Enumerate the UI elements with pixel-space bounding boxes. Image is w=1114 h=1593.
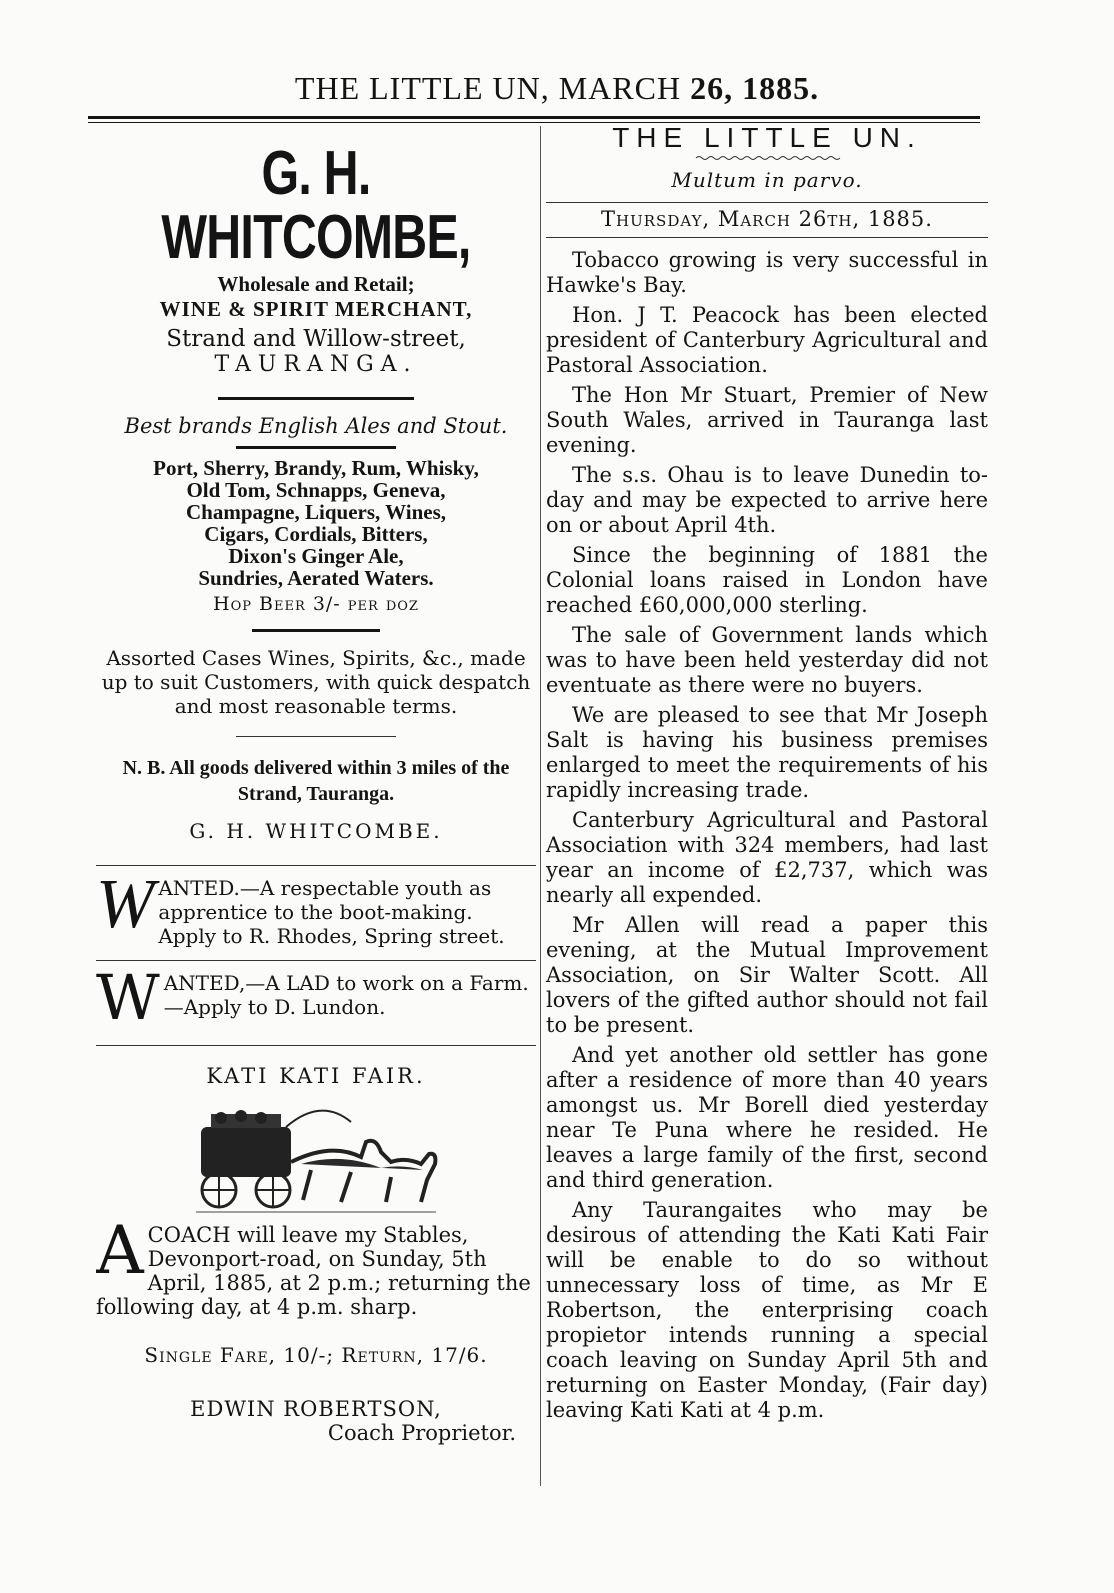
header-year: 1885. [742, 70, 820, 106]
column-divider [540, 126, 541, 1486]
whitcombe-line2: WINE & SPIRIT MERCHANT, [159, 297, 473, 321]
news-item: The s.s. Ohau is to leave Dunedin to-day and may be expected to arrive here on or about April 4th. [546, 463, 988, 537]
divider [546, 237, 988, 238]
divider [96, 960, 536, 961]
news-item: Since the beginning of 1881 the Colonial loans raised in London have reached £60,000,000 sterling. [546, 543, 988, 617]
masthead-ornament [546, 154, 988, 162]
masthead-title: THE LITTLE UN. [612, 122, 922, 153]
wanted-lad-ad [96, 971, 536, 1025]
news-item: The Hon Mr Stuart, Premier of New South Wales, arrived in Tauranga last evening. [546, 383, 988, 457]
hop-beer-price: Hop Beer 3/- per doz [213, 593, 419, 615]
drop-initial: W [96, 971, 160, 1025]
signer-title: Coach Proprietor. [327, 1421, 516, 1445]
kati-kati-body: COACH will leave my Stables, Devonport-road, on Sunday, 5th April, 1885, at 2 p.m.; returning the following day, at 4 p.m. sharp. [96, 1223, 531, 1319]
header-day: 26, [690, 70, 734, 106]
delivery-notice: N. B. All goods delivered within 3 miles of the Strand, Tauranga. [122, 757, 510, 805]
news-items [546, 248, 988, 1423]
news-item: We are pleased to see that Mr Joseph Salt is having his business premises enlarged to meet the requirements of his rapidly increasing trade. [546, 703, 988, 802]
left-column [96, 130, 536, 1445]
whitcombe-line4: TAURANGA. [214, 352, 418, 377]
brands-line: Best brands English Ales and Stout. [124, 414, 508, 438]
page-header [0, 70, 1114, 107]
ornate-initial: W [96, 876, 155, 943]
whitcombe-line3: Strand and Willow-street, [166, 326, 466, 352]
whitcombe-line1: Wholesale and Retail; [217, 272, 415, 296]
right-column [546, 122, 988, 1423]
news-item: Mr Allen will read a paper this evening, at the Mutual Improvement Association, on Sir Walter Scott. All lovers of the gifted author should not fail to be present. [546, 913, 988, 1037]
kati-kati-advertisement [96, 1064, 536, 1445]
signer-name: EDWIN ROBERTSON, [190, 1397, 442, 1421]
header-title: THE LITTLE UN, MARCH [294, 70, 682, 106]
news-item: And yet another old settler has gone after a residence of more than 40 years amongst us. Mr Borell died yesterday near Te Puna where he resided. He leaves a large family of the first, second and third generation. [546, 1043, 988, 1192]
fare-line: Single Fare, 10/-; Return, 17/6. [144, 1343, 488, 1367]
whitcombe-advertisement [96, 139, 536, 843]
whitcombe-signature: G. H. WHITCOMBE. [189, 819, 443, 843]
wanted-apprentice-ad [96, 876, 536, 948]
divider [252, 629, 380, 632]
goods-line: Sundries, Aerated Waters. [198, 566, 434, 590]
news-item: The sale of Government lands which was to have been held yesterday did not eventuate as there were no buyers. [546, 623, 988, 697]
divider [218, 397, 414, 400]
news-item: Hon. J T. Peacock has been elected president of Canterbury Agricultural and Pastoral Association. [546, 303, 988, 377]
goods-line: Old Tom, Schnapps, Geneva, [186, 478, 446, 502]
goods-list [96, 457, 536, 589]
drop-initial: A [96, 1223, 144, 1289]
kati-kati-notice [96, 1223, 536, 1319]
divider [96, 1045, 536, 1046]
coach-and-horses-illustration [191, 1102, 441, 1217]
goods-line: Port, Sherry, Brandy, Rum, Whisky, [153, 456, 479, 480]
wanted-apprentice-text: ANTED.—A respectable youth as apprentice to the boot-making. Apply to R. Rhodes, Spring street. [158, 876, 505, 948]
divider [96, 865, 536, 866]
wanted-lad-text: ANTED,—A LAD to work on a Farm.—Apply to D. Lundon. [163, 971, 529, 1019]
news-item: Canterbury Agricultural and Pastoral Association with 324 members, had last year an income of £2,737, which was nearly all expended. [546, 808, 988, 907]
divider [236, 736, 396, 737]
goods-line: Dixon's Ginger Ale, [228, 544, 404, 568]
masthead-dateline: Thursday, March 26th, 1885. [601, 207, 933, 231]
kati-kati-title: KATI KATI FAIR. [206, 1064, 426, 1088]
header-rule [88, 116, 980, 119]
news-item: Tobacco growing is very successful in Hawke's Bay. [546, 248, 988, 297]
whitcombe-name: G. H. WHITCOMBE, [161, 139, 471, 272]
masthead-motto: Multum in parvo. [671, 168, 863, 192]
goods-line: Cigars, Cordials, Bitters, [204, 522, 428, 546]
news-item: Any Taurangaites who may be desirous of attending the Kati Kati Fair will be enable to do so without unnecessary loss of time, as Mr E Robertson, the enterprising coach propietor intends running a special coach leaving on Sunday April 5th and returning on Easter Monday, (Fair day) leaving Kati Kati at 4 p.m. [546, 1198, 988, 1422]
assorted-cases-text: Assorted Cases Wines, Spirits, &c., made up to suit Customers, with quick despatch and most reasonable terms. [101, 646, 531, 718]
goods-line: Champagne, Liquers, Wines, [185, 500, 447, 524]
divider [236, 446, 396, 449]
divider [546, 202, 988, 203]
